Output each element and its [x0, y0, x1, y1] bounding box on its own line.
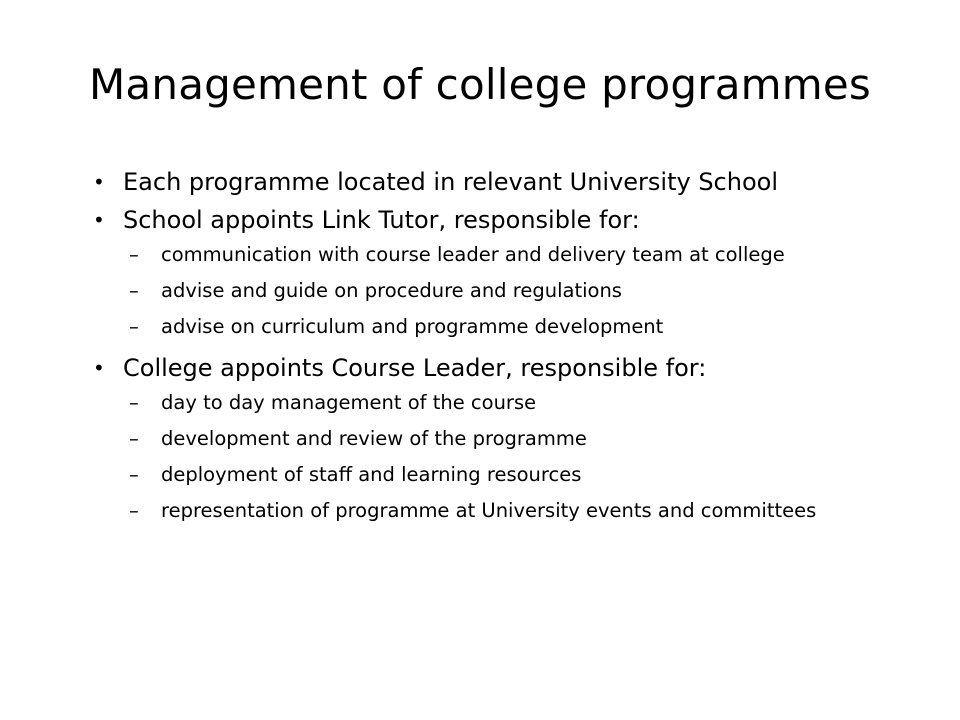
- dash-icon: –: [129, 499, 139, 522]
- sub-bullet-text: representation of programme at University events and committees: [161, 499, 817, 522]
- dash-icon: –: [129, 243, 139, 266]
- sub-bullet-text: deployment of staff and learning resources: [161, 463, 582, 486]
- sub-bullet: [129, 499, 881, 523]
- bullet-text: School appoints Link Tutor, responsible for:: [123, 206, 640, 234]
- dash-icon: –: [129, 315, 139, 338]
- sub-bullet-text: communication with course leader and delivery team at college: [161, 243, 785, 266]
- sub-bullet-text: development and review of the programme: [161, 427, 587, 450]
- bullet-point: [93, 205, 913, 235]
- dash-icon: –: [129, 279, 139, 302]
- bullet-point: [93, 167, 913, 197]
- bullet-text: College appoints Course Leader, responsible for:: [123, 354, 707, 382]
- bullet-icon: •: [93, 356, 105, 380]
- sub-bullet-text: advise and guide on procedure and regulations: [161, 279, 622, 302]
- sub-bullet: [129, 391, 881, 415]
- bullet-text: Each programme located in relevant University School: [123, 168, 778, 196]
- bullet-point: [93, 353, 913, 383]
- bullet-icon: •: [93, 170, 105, 194]
- sub-bullet-text: advise on curriculum and programme development: [161, 315, 664, 338]
- sub-bullet: [129, 243, 881, 267]
- dash-icon: –: [129, 427, 139, 450]
- sub-bullet: [129, 279, 881, 303]
- sub-bullet: [129, 427, 881, 451]
- bullet-icon: •: [93, 208, 105, 232]
- slide-title: Management of college programmes: [89, 60, 871, 109]
- sub-bullet: [129, 463, 881, 487]
- sub-bullet: [129, 315, 881, 339]
- dash-icon: –: [129, 391, 139, 414]
- bullet-list: [0, 167, 960, 535]
- dash-icon: –: [129, 463, 139, 486]
- sub-bullet-text: day to day management of the course: [161, 391, 537, 414]
